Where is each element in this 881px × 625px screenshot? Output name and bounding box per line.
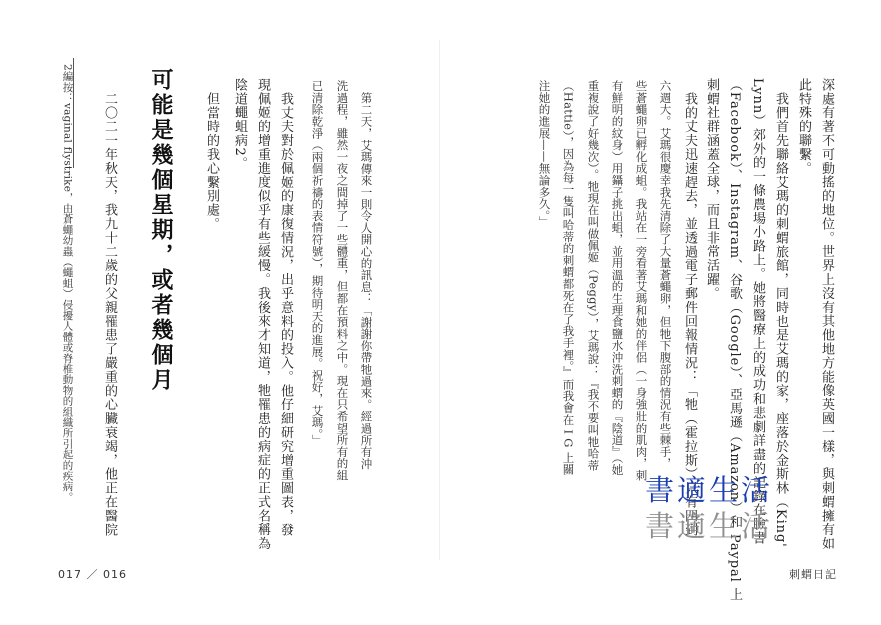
footnote: 2編按：vaginal flystrike，由蒼蠅幼蟲（蠅蛆）侵擾人體或脊椎動物的組織所引起的疾病。 bbox=[61, 64, 74, 503]
watermark-logo-shadow: 書適生活 bbox=[645, 509, 774, 543]
running-head: 刺蝟日記 bbox=[789, 568, 837, 581]
paragraph-line: 我們首先聯絡艾瑪的刺蝟旅館，同時也是艾瑪的家，座落於金斯林（King' bbox=[773, 92, 788, 548]
paragraph-line: 陰道蠅蛆病2。 bbox=[232, 78, 247, 171]
paragraph-line: 我丈夫對於佩姬的康復情況，出乎意料的投入。他仔細研究增重圖表，發 bbox=[278, 92, 293, 537]
paragraph-line: 此特殊的聯繫。 bbox=[796, 78, 811, 176]
paragraph-line: 二〇二一年秋天，我九十二歲的父親罹患了嚴重的心臟衰竭，他正在醫院 bbox=[102, 92, 117, 537]
quote-line: 洗過程，雖然一夜之間掉了一些體重，但都在預料之中。現在只希望所有的組 bbox=[335, 80, 350, 482]
paragraph-line: 刺蝟社群涵蓋全球，而且非常活躍。 bbox=[704, 78, 719, 301]
paragraph-line: 但當時的我心繫別處。 bbox=[204, 92, 219, 231]
paragraph-line: （Facebook）、Instagram、谷歌（Google）、亞馬遜（Amazon）和 Paypal 上 bbox=[727, 78, 742, 602]
paragraph-line: 我的丈夫迅速趕去，並透過電子郵件回報情況：「牠（霍拉斯）只有四到 bbox=[682, 92, 697, 537]
quote-line: 重複說了好幾次）。牠現在叫做佩姬（Peggy），艾瑪說：『我不要叫牠哈蒂 bbox=[586, 80, 601, 472]
quote-line: 六週大。艾瑪很慶幸我先清除了大量蒼蠅卵，但牠下腹部的情況有些棘手， bbox=[658, 80, 673, 470]
paragraph-line: 深處有著不可動搖的地位。世界上沒有其他地方能像英國一樣，與刺蝟擁有如 bbox=[819, 78, 834, 551]
quote-line: 些蒼蠅卵已孵化成蛆。我站在一旁看著艾瑪和她的伴侶（一身強壯的肌肉，刺 bbox=[634, 80, 649, 482]
paragraph-line: Lynn）郊外的一條農場小路上。她將醫療上的成功和悲劇詳盡的記錄在臉書 bbox=[750, 78, 765, 545]
watermark-logo: 書適生活 bbox=[645, 473, 774, 507]
paragraph-line: 現佩姬的增重進度似乎有些緩慢。我後來才知道，牠罹患的病症的正式名稱為 bbox=[255, 78, 270, 551]
quote-line: 注她的進展——無論多久。」 bbox=[537, 80, 552, 228]
quote-line: 有鮮明的紋身）用鑷子挑出蛆，並用溫的生理食鹽水沖洗刺蝟的『陰道』（她 bbox=[610, 80, 625, 476]
quote-line: 已清除乾淨（兩個祈禱的表情符號），期待明天的進展。祝好，艾瑪。」 bbox=[310, 80, 325, 447]
page-folio: 017 ／ 016 bbox=[58, 568, 127, 581]
quote-line: （Hattie），因為每一隻叫哈蒂的刺蝟都死在了我手裡。』而我會在 I G 上關 bbox=[561, 80, 576, 476]
quote-line: 第二天，艾瑪傳來一則令人開心的訊息：「謝謝你帶牠過來。經過所有沖 bbox=[359, 92, 374, 470]
section-heading: 可能是幾個星期，或者幾個月 bbox=[148, 68, 174, 393]
left-page bbox=[0, 0, 440, 625]
